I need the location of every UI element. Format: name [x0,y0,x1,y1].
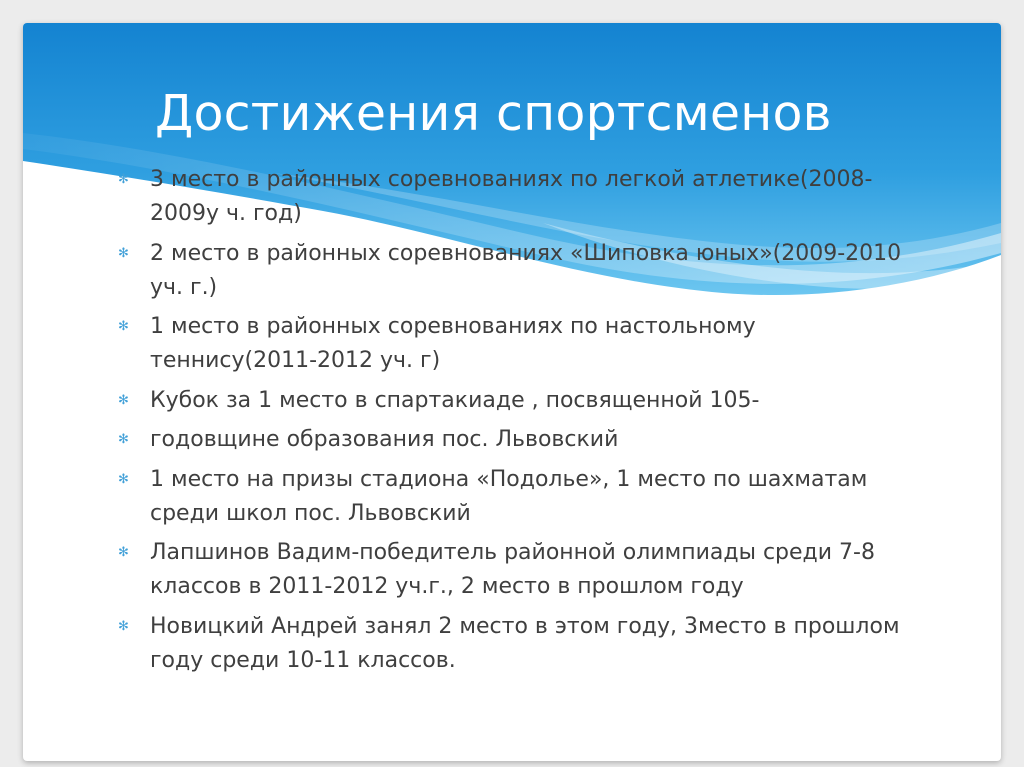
asterisk-bullet-icon: ✻ [118,432,129,447]
slide [23,23,1001,761]
bullet-text: годовщине образования пос. Львовский [150,427,619,452]
asterisk-bullet-icon: ✻ [118,319,129,334]
bullet-item [118,384,918,418]
bullet-text: 2 место в районных соревнованиях «Шиповка юных»(2009-2010 уч. г.) [150,240,902,300]
bullet-text: Лапшинов Вадим-победитель районной олимпиады среди 7-8 классов в 2011-2012 уч.г., 2 место в прошлом году [150,540,875,599]
bullet-text: 1 место в районных соревнованиях по настольному теннису(2011-2012 уч. г) [150,314,756,373]
bullet-text: Новицкий Андрей занял 2 место в этом году, 3место в прошлом году среди 10-11 классов. [150,613,900,673]
bullet-item [118,463,918,531]
bullet-item [118,163,918,231]
asterisk-bullet-icon: ✻ [118,392,129,408]
bullet-text: Кубок за 1 место в спартакиаде , посвященной 105- [150,387,760,413]
bullet-item [118,310,918,378]
asterisk-bullet-icon: ✻ [118,172,129,187]
bullet-item [118,536,918,604]
bullet-item [118,237,918,305]
slide-title: Достижения спортсменов [155,85,832,142]
asterisk-bullet-icon: ✻ [118,618,129,634]
asterisk-bullet-icon: ✻ [118,245,129,261]
bullet-item [118,610,918,678]
asterisk-bullet-icon: ✻ [118,471,129,487]
bullet-list [118,163,918,683]
bullet-text: 1 место на призы стадиона «Подолье», 1 место по шахматам среди школ пос. Львовский [150,466,868,526]
bullet-text: 3 место в районных соревнованиях по легкой атлетике(2008-2009у ч. год) [150,167,873,226]
bullet-item [118,423,918,457]
asterisk-bullet-icon: ✻ [118,545,129,560]
